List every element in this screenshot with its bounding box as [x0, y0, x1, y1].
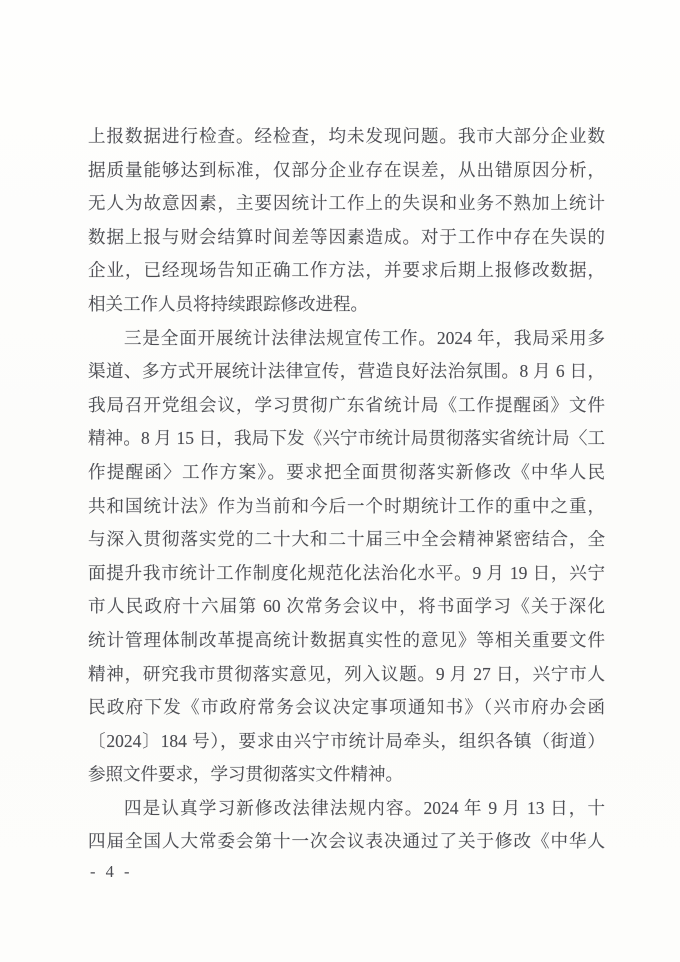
text-line: 四是认真学习新修改法律法规内容。2024 年 9 月 13 日，十: [124, 797, 605, 818]
text-line: 企业，已经现场告知正确工作方法，并要求后期上报修改数据，: [88, 260, 605, 281]
text-line: 相关工作人员将持续跟踪修改进程。: [88, 293, 368, 314]
text-line: 参照文件要求，学习贯彻落实文件精神。: [88, 764, 403, 785]
text-line: 民政府下发《市政府常务会议决定事项通知书》（兴市府办会函: [88, 697, 605, 718]
page-number: - 4 -: [90, 862, 133, 881]
text-line: 市人民政府十六届第 60 次常务会议中，将书面学习《关于深化: [88, 596, 605, 617]
paragraph-third-item: [88, 322, 605, 792]
text-line: 精神，研究我市贯彻落实意见，列入议题。9 月 27 日，兴宁市人: [88, 663, 605, 684]
text-line: 精神。8 月 15 日，我局下发《兴宁市统计局贯彻落实省统计局〈工: [88, 428, 605, 449]
text-line: 与深入贯彻落实党的二十大和二十届三中全会精神紧密结合，全: [88, 529, 605, 550]
text-line: 渠道、多方式开展统计法律宣传，营造良好法治氛围。8 月 6 日，: [88, 361, 605, 382]
text-line: 面提升我市统计工作制度化规范化法治化水平。9 月 19 日，兴宁: [88, 562, 605, 583]
text-line: 〔2024〕184 号），要求由兴宁市统计局牵头，组织各镇（街道）: [88, 730, 605, 751]
text-line: 三是全面开展统计法律法规宣传工作。2024 年，我局采用多: [124, 327, 605, 348]
paragraph-fourth-item: [88, 792, 605, 859]
page-text-block: [88, 120, 605, 859]
text-line: 四届全国人大常委会第十一次会议表决通过了关于修改《中华人: [88, 831, 605, 852]
text-line: 作提醒函〉工作方案》。要求把全面贯彻落实新修改《中华人民: [88, 461, 605, 482]
paragraph-continuation: [88, 120, 605, 322]
text-line: 共和国统计法》作为当前和今后一个时期统计工作的重中之重，: [88, 495, 605, 516]
text-line: 数据上报与财会结算时间差等因素造成。对于工作中存在失误的: [88, 226, 605, 247]
text-line: 上报数据进行检查。经检查，均未发现问题。我市大部分企业数: [88, 126, 605, 146]
text-line: 无人为故意因素，主要因统计工作上的失误和业务不熟加上统计: [88, 193, 605, 214]
text-line: 统计管理体制改革提高统计数据真实性的意见》等相关重要文件: [88, 629, 605, 650]
text-line: 我局召开党组会议，学习贯彻广东省统计局《工作提醒函》文件: [88, 394, 605, 415]
text-line: 据质量能够达到标准，仅部分企业存在误差，从出错原因分析，: [88, 159, 605, 180]
